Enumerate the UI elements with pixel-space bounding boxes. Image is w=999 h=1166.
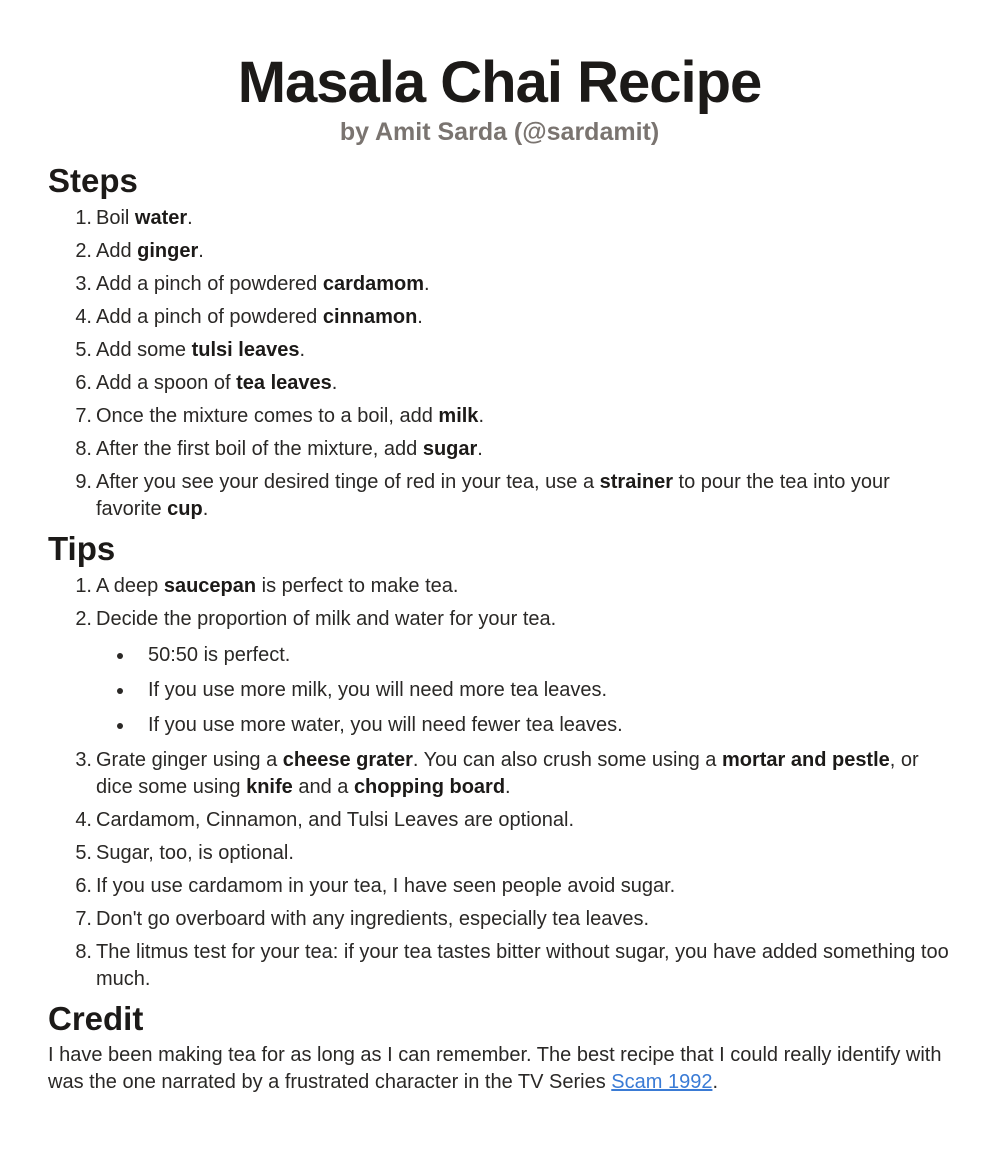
text-run: Add a pinch of powdered [96, 306, 323, 328]
tip-item-number: 6. [75, 875, 92, 897]
step-item-number: 3. [75, 273, 92, 295]
text-run: After you see your desired tinge of red in your tea, use a [96, 471, 600, 493]
text-run: Cardamom, Cinnamon, and Tulsi Leaves are optional. [96, 809, 575, 831]
text-run: . [478, 405, 484, 427]
steps-heading: Steps [48, 162, 138, 199]
ingredient-emphasis: tea leaves [236, 372, 332, 394]
step-item-number: 4. [75, 306, 92, 328]
step-item-text [96, 372, 337, 394]
tip-item-text [96, 875, 675, 897]
tip-item-text [96, 842, 294, 864]
text-run: . [477, 438, 483, 460]
text-run: Once the mixture comes to a boil, add [96, 405, 439, 427]
tip-item [75, 873, 951, 900]
tip-item-number: 8. [75, 941, 92, 963]
text-run: . [331, 372, 338, 394]
tip-item-text [96, 809, 574, 831]
step-item-text [96, 240, 204, 262]
ingredient-emphasis: cinnamon [322, 306, 418, 328]
step-item-number: 5. [75, 339, 92, 361]
text-run: . [198, 240, 204, 262]
text-run: , or dice some using [96, 749, 919, 798]
tip-item-text [96, 749, 919, 798]
tip-subitem-text: If you use more water, you will need fewer tea leaves. [148, 714, 623, 736]
text-run: Don't go overboard with any ingredients, especially tea leaves. [96, 908, 650, 930]
step-item [75, 337, 951, 364]
step-item [75, 238, 951, 265]
ingredient-emphasis: mortar and pestle [721, 749, 890, 771]
tip-item [75, 606, 951, 739]
step-item-text [96, 339, 305, 361]
tip-item-text [96, 941, 949, 990]
step-item-text [96, 471, 890, 520]
text-run: Add a spoon of [96, 372, 237, 394]
step-item [75, 304, 951, 331]
text-run: After the first boil of the mixture, add [96, 438, 423, 460]
step-item [75, 205, 951, 232]
tip-subitem [148, 642, 951, 669]
tip-item-text [96, 608, 556, 630]
tip-item [75, 573, 951, 600]
tip-item [75, 906, 951, 933]
text-run: Boil [96, 207, 135, 229]
step-item [75, 271, 951, 298]
step-item-text [96, 306, 423, 328]
ingredient-emphasis: cheese grater [282, 749, 413, 771]
text-run: Add a pinch of powdered [96, 273, 323, 295]
text-run: . [299, 339, 306, 361]
text-run: Add some [96, 339, 192, 361]
ingredient-emphasis: cup [167, 498, 203, 520]
tip-item-text [96, 575, 458, 597]
text-run: to pour the tea into your favorite [96, 471, 890, 520]
ingredient-emphasis: cardamom [322, 273, 424, 295]
text-run: and a [292, 776, 354, 798]
scam-1992-link[interactable]: Scam 1992 [611, 1071, 713, 1093]
tip-item [75, 807, 951, 834]
ingredient-emphasis: strainer [599, 471, 673, 493]
ingredient-emphasis: ginger [137, 240, 199, 262]
ingredient-emphasis: water [134, 207, 188, 229]
text-run: is perfect to make tea. [256, 575, 459, 597]
text-run: Add [96, 240, 138, 262]
credit-paragraph [48, 1042, 948, 1096]
step-item [75, 469, 951, 523]
tip-item-number: 4. [75, 809, 92, 831]
steps-list [48, 205, 951, 523]
step-item-number: 1. [75, 207, 92, 229]
tip-item [75, 939, 951, 993]
text-run: Decide the proportion of milk and water for your tea. [96, 608, 557, 630]
step-item-text [96, 405, 484, 427]
tip-subitem-text: If you use more milk, you will need more tea leaves. [148, 679, 608, 701]
tip-item-number: 2. [75, 608, 92, 630]
page-title: Masala Chai Recipe [237, 50, 762, 115]
ingredient-emphasis: saucepan [163, 575, 257, 597]
step-item-text [96, 273, 430, 295]
ingredient-emphasis: tulsi leaves [191, 339, 300, 361]
step-item-number: 2. [75, 240, 92, 262]
ingredient-emphasis: chopping board [353, 776, 506, 798]
text-run: The litmus test for your tea: if your tea tastes bitter without sugar, you have added something too much. [96, 941, 949, 990]
tip-item-number: 7. [75, 908, 92, 930]
bullet-icon [117, 723, 123, 729]
author-byline: by Amit Sarda (@sardamit) [339, 118, 660, 146]
bullet-icon [117, 653, 123, 659]
credit-heading: Credit [48, 1000, 144, 1037]
text-run: If you use cardamom in your tea, I have seen people avoid sugar. [96, 875, 676, 897]
text-run: . [505, 776, 511, 798]
step-item [75, 436, 951, 463]
tip-sublist [96, 642, 951, 739]
text-run: . You can also crush some using a [412, 749, 722, 771]
tips-heading: Tips [48, 530, 116, 567]
step-item [75, 370, 951, 397]
tip-item-number: 5. [75, 842, 92, 864]
text-run: . [423, 273, 430, 295]
tip-subitem [148, 712, 951, 739]
tip-item-number: 1. [75, 575, 92, 597]
text-run: A deep [96, 575, 164, 597]
tip-subitem-text: 50:50 is perfect. [148, 644, 291, 666]
tip-item [75, 840, 951, 867]
credit-trailing: . [712, 1071, 718, 1093]
tip-subitem [148, 677, 951, 704]
text-run: . [187, 207, 193, 229]
tip-item-text [96, 908, 649, 930]
text-run: . [417, 306, 423, 328]
step-item [75, 403, 951, 430]
ingredient-emphasis: knife [246, 776, 293, 798]
ingredient-emphasis: milk [438, 405, 479, 427]
step-item-number: 6. [75, 372, 92, 394]
text-run: Grate ginger using a [96, 749, 283, 771]
tip-item [75, 747, 951, 801]
text-run: Sugar, too, is optional. [96, 842, 294, 864]
bullet-icon [117, 688, 123, 694]
ingredient-emphasis: sugar [422, 438, 478, 460]
step-item-number: 9. [75, 471, 92, 493]
step-item-text [96, 207, 193, 229]
step-item-number: 8. [75, 438, 92, 460]
step-item-number: 7. [75, 405, 92, 427]
tips-list [48, 573, 951, 993]
text-run: . [202, 498, 209, 520]
step-item-text [96, 438, 483, 460]
tip-item-number: 3. [75, 749, 92, 771]
credit-text: I have been making tea for as long as I can remember. The best recipe that I could really identify with was the one narrated by a frustrated character in the TV Series [48, 1044, 942, 1093]
